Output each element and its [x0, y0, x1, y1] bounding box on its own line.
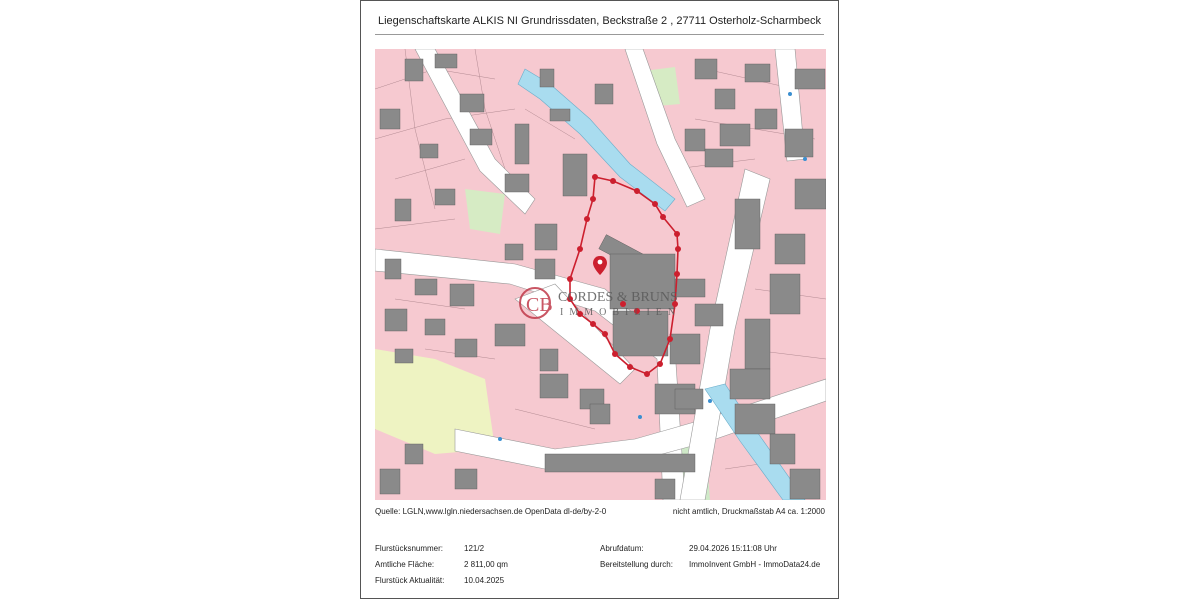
retrieval-date-value: 29.04.2026 15:11:08 Uhr: [689, 544, 777, 553]
scale-note: nicht amtlich, Druckmaßstab A4 ca. 1:2000: [672, 507, 825, 516]
area-label: Amtliche Fläche:: [375, 560, 435, 569]
provider-label: Bereitstellung durch:: [600, 560, 673, 569]
parcel-update-value: 10.04.2025: [464, 576, 505, 585]
map-canvas: [375, 49, 826, 500]
retrieval-date-label: Abrufdatum:: [600, 544, 644, 553]
parcel-update-label: Flurstück Aktualität:: [375, 576, 445, 585]
page-title: Liegenschaftskarte ALKIS NI Grundrissdaten, Beckstraße 2 , 27711 Osterholz-Scharmbeck: [377, 15, 822, 27]
title-divider: [375, 34, 824, 35]
provider-value: ImmoInvent GmbH - ImmoData24.de: [689, 560, 821, 569]
watermark-monogram: CB: [526, 294, 553, 316]
parcel-number-label: Flurstücksnummer:: [375, 544, 444, 553]
watermark-line2: IMMOBILIEN: [560, 307, 682, 318]
cadastral-sheet: [360, 0, 839, 599]
watermark-line1: CORDES & BRUNS: [558, 290, 678, 305]
parcel-number-value: 121/2: [464, 544, 485, 553]
green-area: [465, 189, 505, 234]
source-attribution: Quelle: LGLN,www.lgln.niedersachsen.de OpenData dl-de/by-2-0: [375, 507, 607, 516]
cadastral-map: [375, 49, 826, 500]
area-value: 2 811,00 qm: [464, 560, 508, 569]
